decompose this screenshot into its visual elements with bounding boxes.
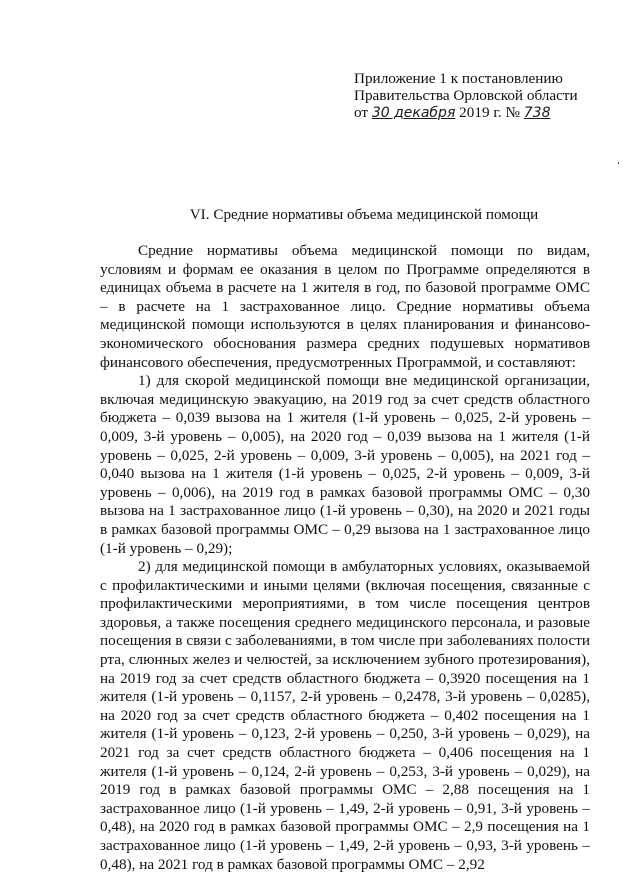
- margin-mark: [618, 162, 619, 164]
- paragraph-item-1: 1) для скорой медицинской помощи вне медицинской организации, включая медицинскую эвакуацию, на 2019 год за счет средств областного бюджета – 0,039 вызова на 1 жителя (1-й уровень – 0,025, 2-й уровень – 0,009, 3-й уровень – 0,005), на 2020 год – 0,039 вызова на 1 жителя (1-й уровень – 0,025, 2-й уровень – 0,009, 3-й уровень – 0,005), на 2021 год – 0,040 вызова на 1 жителя (1-й уровень – 0,025, 2-й уровень – 0,009, 3-й уровень – 0,006), на 2019 год в рамках базовой программы ОМС – 0,30 вызова на 1 застрахованное лицо (1-й уровень – 0,30), на 2020 и 2021 годы в рамках базовой программы ОМС – 0,29 вызова на 1 застрахованное лицо (1-й уровень – 0,29);: [100, 372, 590, 557]
- header-line-2: Правительства Орловской области: [354, 87, 578, 104]
- appendix-header: [354, 70, 578, 122]
- handwritten-number: 738: [523, 105, 551, 121]
- header-line-3: [354, 104, 578, 122]
- paragraph-item-2: 2) для медицинской помощи в амбулаторных условиях, оказываемой с профилактическими и иными целями (включая посещения, связанные с профилактическими мероприятиями, в том числе посещения центров здоровья, а также посещения среднего медицинского персонала, и разовые посещения в связи с заболеваниями, в том числе при заболеваниях полости рта, слюнных желез и челюстей, за исключением зубного протезирования), на 2019 год за счет средств областного бюджета – 0,3920 посещения на 1 жителя (1-й уровень – 0,1157, 2-й уровень – 0,2478, 3-й уровень – 0,0285), на 2020 год за счет средств областного бюджета – 0,402 посещения на 1 жителя (1-й уровень – 0,123, 2-й уровень – 0,250, 3-й уровень – 0,029), на 2021 год за счет средств областного бюджета – 0,406 посещения на 1 жителя (1-й уровень – 0,124, 2-й уровень – 0,253, 3-й уровень – 0,029), на 2019 год в рамках базовой программы ОМС – 2,88 посещения на 1 застрахованное лицо (1-й уровень – 1,49, 2-й уровень – 0,91, 3-й уровень – 0,48), на 2020 год в рамках базовой программы ОМС – 2,9 посещения на 1 застрахованное лицо (1-й уровень – 1,49, 2-й уровень – 0,93, 3-й уровень – 0,48), на 2021 год в рамках базовой программы ОМС – 2,92: [100, 558, 590, 873]
- document-body: [100, 242, 590, 874]
- paragraph-intro: Средние нормативы объема медицинской помощи по видам, условиям и формам ее оказания в целом по Программе определяются в единицах объема в расчете на 1 жителя в год, по базовой программе ОМС – в расчете на 1 застрахованное лицо. Средние нормативы объема медицинской помощи используются в целях планирования и финансово-экономического обоснования размера средних подушевых нормативов финансового обеспечения, предусмотренных Программой, и составляют:: [100, 242, 590, 371]
- year-text: 2019 г. №: [459, 104, 520, 121]
- header-line-1: Приложение 1 к постановлению: [354, 70, 563, 87]
- handwritten-date: 30 декабря: [371, 105, 456, 121]
- section-title: VI. Средние нормативы объема медицинской помощи: [189, 206, 539, 223]
- from-prefix: от: [354, 104, 369, 121]
